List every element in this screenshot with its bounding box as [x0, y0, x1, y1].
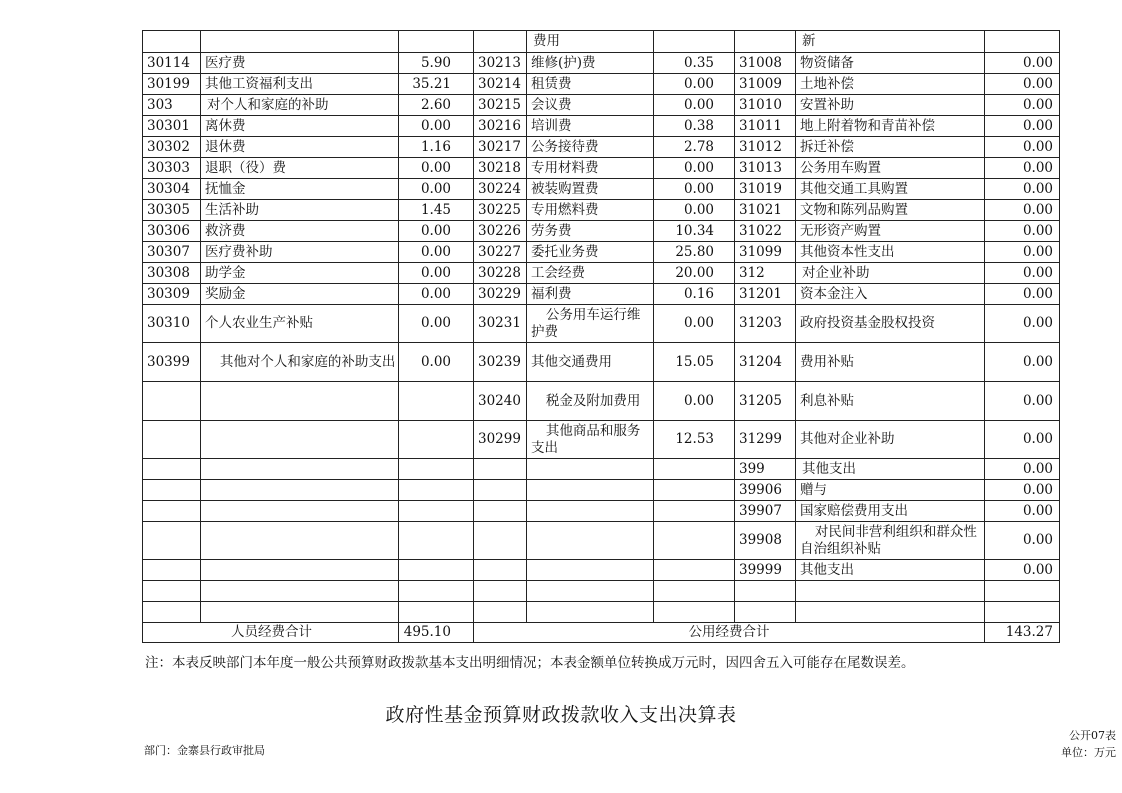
- form-number: 公开07表: [1069, 729, 1116, 742]
- code-cell: [143, 480, 201, 501]
- amount-cell: [399, 459, 474, 480]
- code-cell: [474, 560, 527, 581]
- code-cell: [143, 459, 201, 480]
- code-cell: 30308: [143, 263, 201, 284]
- code-cell: 30199: [143, 74, 201, 95]
- code-cell: 30306: [143, 221, 201, 242]
- amount-cell: [654, 501, 735, 522]
- amount-cell: [654, 522, 735, 560]
- name-cell: [201, 581, 399, 602]
- code-cell: 31012: [735, 137, 796, 158]
- name-cell: [201, 480, 399, 501]
- amount-cell: [654, 581, 735, 602]
- code-cell: 30224: [474, 179, 527, 200]
- amount-cell: 0.00: [985, 221, 1060, 242]
- amount-cell: 0.00: [985, 560, 1060, 581]
- name-cell: 对民间非营利组织和群众性自治组织补贴: [796, 522, 985, 560]
- code-cell: 31299: [735, 421, 796, 459]
- table-row: [143, 343, 1060, 382]
- code-cell: 31019: [735, 179, 796, 200]
- code-cell: 30309: [143, 284, 201, 305]
- code-cell: 30301: [143, 116, 201, 137]
- amount-cell: 12.53: [654, 421, 735, 459]
- amount-cell: [654, 560, 735, 581]
- amount-cell: [654, 480, 735, 501]
- table-row: [143, 501, 1060, 522]
- name-cell: 赠与: [796, 480, 985, 501]
- table-row: [143, 560, 1060, 581]
- name-cell: 国家赔偿费用支出: [796, 501, 985, 522]
- code-cell: 39906: [735, 480, 796, 501]
- amount-cell: 0.00: [654, 382, 735, 421]
- amount-cell: 0.00: [654, 200, 735, 221]
- amount-cell: 0.00: [399, 284, 474, 305]
- name-cell: 生活补助: [201, 200, 399, 221]
- name-cell: [527, 581, 654, 602]
- amount-cell: 0.00: [654, 305, 735, 343]
- amount-cell: [399, 602, 474, 623]
- code-cell: [474, 31, 527, 53]
- amount-cell: [399, 480, 474, 501]
- name-cell: [201, 501, 399, 522]
- table-row: [143, 581, 1060, 602]
- amount-cell: 20.00: [654, 263, 735, 284]
- personnel-total-label: 人员经费合计: [143, 623, 399, 643]
- code-cell: 30303: [143, 158, 201, 179]
- code-cell: [474, 501, 527, 522]
- name-cell: 安置补助: [796, 95, 985, 116]
- code-cell: 30239: [474, 343, 527, 382]
- name-cell: 抚恤金: [201, 179, 399, 200]
- code-cell: [143, 522, 201, 560]
- name-cell: [527, 560, 654, 581]
- amount-cell: [399, 382, 474, 421]
- name-cell: 公务用车购置: [796, 158, 985, 179]
- amount-cell: 0.00: [985, 459, 1060, 480]
- table-row: [143, 200, 1060, 221]
- amount-cell: 0.38: [654, 116, 735, 137]
- name-cell: 其他交通工具购置: [796, 179, 985, 200]
- name-cell: 专用燃料费: [527, 200, 654, 221]
- name-cell: 会议费: [527, 95, 654, 116]
- amount-cell: [399, 560, 474, 581]
- code-cell: 31021: [735, 200, 796, 221]
- name-cell: 政府投资基金股权投资: [796, 305, 985, 343]
- code-cell: 31010: [735, 95, 796, 116]
- name-cell: 公务用车运行维护费: [527, 305, 654, 343]
- table-row: [143, 421, 1060, 459]
- name-cell: 救济费: [201, 221, 399, 242]
- amount-cell: 2.78: [654, 137, 735, 158]
- code-cell: 30114: [143, 53, 201, 74]
- name-cell: 费用补贴: [796, 343, 985, 382]
- amount-cell: 0.00: [399, 242, 474, 263]
- amount-cell: 0.00: [399, 179, 474, 200]
- table-row: [143, 480, 1060, 501]
- amount-cell: 10.34: [654, 221, 735, 242]
- table-row: [143, 31, 1060, 53]
- amount-cell: 5.90: [399, 53, 474, 74]
- amount-cell: 0.35: [654, 53, 735, 74]
- code-cell: 30299: [474, 421, 527, 459]
- name-cell: 奖励金: [201, 284, 399, 305]
- amount-cell: 0.00: [399, 158, 474, 179]
- amount-cell: 0.00: [399, 221, 474, 242]
- code-cell: 31201: [735, 284, 796, 305]
- code-cell: 30307: [143, 242, 201, 263]
- personnel-total-value: 495.10: [399, 623, 474, 643]
- amount-cell: 0.00: [985, 137, 1060, 158]
- name-cell: 无形资产购置: [796, 221, 985, 242]
- code-cell: 30304: [143, 179, 201, 200]
- code-cell: 31204: [735, 343, 796, 382]
- code-cell: 31205: [735, 382, 796, 421]
- name-cell: [527, 501, 654, 522]
- code-cell: [143, 581, 201, 602]
- amount-cell: 0.00: [985, 158, 1060, 179]
- code-cell: 30213: [474, 53, 527, 74]
- name-cell: 土地补偿: [796, 74, 985, 95]
- code-cell: 30217: [474, 137, 527, 158]
- code-cell: 30227: [474, 242, 527, 263]
- name-cell: 离休费: [201, 116, 399, 137]
- name-cell: 退休费: [201, 137, 399, 158]
- code-cell: 30302: [143, 137, 201, 158]
- code-cell: [143, 560, 201, 581]
- name-cell: 委托业务费: [527, 242, 654, 263]
- name-cell: 工会经费: [527, 263, 654, 284]
- name-cell: [201, 522, 399, 560]
- amount-cell: 0.00: [985, 343, 1060, 382]
- amount-cell: 1.16: [399, 137, 474, 158]
- amount-cell: 0.16: [654, 284, 735, 305]
- name-cell: 其他支出: [796, 560, 985, 581]
- amount-cell: 25.80: [654, 242, 735, 263]
- name-cell: 助学金: [201, 263, 399, 284]
- name-cell: [201, 31, 399, 53]
- name-cell: 医疗费: [201, 53, 399, 74]
- name-cell: 公务接待费: [527, 137, 654, 158]
- amount-cell: 0.00: [985, 522, 1060, 560]
- code-cell: [474, 459, 527, 480]
- code-cell: 399: [735, 459, 796, 480]
- amount-cell: 0.00: [985, 480, 1060, 501]
- code-cell: 30215: [474, 95, 527, 116]
- name-cell: 其他商品和服务支出: [527, 421, 654, 459]
- table-row: [143, 95, 1060, 116]
- amount-cell: 0.00: [654, 179, 735, 200]
- code-cell: 30226: [474, 221, 527, 242]
- amount-cell: 0.00: [985, 179, 1060, 200]
- name-cell: 被装购置费: [527, 179, 654, 200]
- table-row: [143, 158, 1060, 179]
- name-cell: [796, 602, 985, 623]
- code-cell: 39908: [735, 522, 796, 560]
- amount-cell: 0.00: [654, 158, 735, 179]
- public-total-label: 公用经费合计: [474, 623, 985, 643]
- amount-cell: 0.00: [399, 263, 474, 284]
- next-table-title: 政府性基金预算财政拨款收入支出决算表: [385, 704, 737, 726]
- amount-cell: 35.21: [399, 74, 474, 95]
- amount-cell: 0.00: [985, 263, 1060, 284]
- amount-cell: 0.00: [985, 421, 1060, 459]
- name-cell: 专用材料费: [527, 158, 654, 179]
- name-cell: [796, 581, 985, 602]
- amount-cell: [654, 602, 735, 623]
- name-cell: 其他交通费用: [527, 343, 654, 382]
- name-cell: 资本金注入: [796, 284, 985, 305]
- amount-cell: 0.00: [985, 242, 1060, 263]
- code-cell: 30216: [474, 116, 527, 137]
- name-cell: 对企业补助: [796, 263, 985, 284]
- name-cell: 租赁费: [527, 74, 654, 95]
- code-cell: 39907: [735, 501, 796, 522]
- amount-cell: 0.00: [985, 53, 1060, 74]
- name-cell: [527, 522, 654, 560]
- table-row: [143, 179, 1060, 200]
- code-cell: 31022: [735, 221, 796, 242]
- code-cell: [474, 480, 527, 501]
- code-cell: 30399: [143, 343, 201, 382]
- table-row: [143, 53, 1060, 74]
- code-cell: [735, 602, 796, 623]
- name-cell: 物资储备: [796, 53, 985, 74]
- name-cell: [201, 560, 399, 581]
- amount-cell: [985, 31, 1060, 53]
- name-cell: 其他对企业补助: [796, 421, 985, 459]
- name-cell: 福利费: [527, 284, 654, 305]
- code-cell: 31203: [735, 305, 796, 343]
- table-footnote: 注：本表反映部门本年度一般公共预算财政拨款基本支出明细情况；本表金额单位转换成万元时，因四舍五入可能存在尾数误差。: [145, 655, 915, 671]
- table-row: [143, 305, 1060, 343]
- name-cell: 培训费: [527, 116, 654, 137]
- amount-cell: [399, 522, 474, 560]
- amount-cell: [399, 501, 474, 522]
- name-cell: 其他工资福利支出: [201, 74, 399, 95]
- name-cell: 医疗费补助: [201, 242, 399, 263]
- name-cell: [201, 421, 399, 459]
- name-cell: 劳务费: [527, 221, 654, 242]
- table-row: [143, 116, 1060, 137]
- name-cell: [527, 602, 654, 623]
- amount-cell: 0.00: [399, 116, 474, 137]
- code-cell: 31008: [735, 53, 796, 74]
- name-cell: [527, 480, 654, 501]
- amount-cell: [399, 31, 474, 53]
- name-cell: 对个人和家庭的补助: [201, 95, 399, 116]
- amount-cell: 0.00: [985, 501, 1060, 522]
- amount-cell: 0.00: [399, 343, 474, 382]
- name-cell: 其他对个人和家庭的补助支出: [201, 343, 399, 382]
- amount-cell: 0.00: [399, 305, 474, 343]
- name-cell: 维修(护)费: [527, 53, 654, 74]
- code-cell: 31011: [735, 116, 796, 137]
- name-cell: [527, 459, 654, 480]
- public-total-value: 143.27: [985, 623, 1060, 643]
- code-cell: [143, 602, 201, 623]
- table-row: [143, 602, 1060, 623]
- code-cell: 30214: [474, 74, 527, 95]
- name-cell: 费用: [527, 31, 654, 53]
- table-row: [143, 74, 1060, 95]
- code-cell: [735, 581, 796, 602]
- name-cell: 税金及附加费用: [527, 382, 654, 421]
- amount-cell: 0.00: [985, 284, 1060, 305]
- code-cell: 312: [735, 263, 796, 284]
- amount-cell: 0.00: [654, 74, 735, 95]
- amount-cell: [654, 31, 735, 53]
- code-cell: 30228: [474, 263, 527, 284]
- name-cell: 其他支出: [796, 459, 985, 480]
- amount-cell: [654, 459, 735, 480]
- amount-cell: 0.00: [654, 95, 735, 116]
- table-row: [143, 137, 1060, 158]
- code-cell: 39999: [735, 560, 796, 581]
- totals-row: [143, 623, 1060, 643]
- code-cell: 30305: [143, 200, 201, 221]
- unit-label: 单位：万元: [1061, 746, 1116, 759]
- code-cell: [474, 522, 527, 560]
- table-row: [143, 459, 1060, 480]
- code-cell: [474, 581, 527, 602]
- name-cell: [201, 382, 399, 421]
- expenditure-detail-table: [142, 30, 1060, 643]
- name-cell: 其他资本性支出: [796, 242, 985, 263]
- amount-cell: [985, 581, 1060, 602]
- code-cell: [474, 602, 527, 623]
- amount-cell: 0.00: [985, 200, 1060, 221]
- amount-cell: 0.00: [985, 305, 1060, 343]
- code-cell: [143, 421, 201, 459]
- name-cell: 退职（役）费: [201, 158, 399, 179]
- amount-cell: 0.00: [985, 95, 1060, 116]
- name-cell: 个人农业生产补贴: [201, 305, 399, 343]
- table-row: [143, 263, 1060, 284]
- amount-cell: 2.60: [399, 95, 474, 116]
- code-cell: 30218: [474, 158, 527, 179]
- code-cell: 303: [143, 95, 201, 116]
- name-cell: 拆迁补偿: [796, 137, 985, 158]
- table-row: [143, 284, 1060, 305]
- name-cell: 利息补贴: [796, 382, 985, 421]
- name-cell: [201, 602, 399, 623]
- code-cell: 31099: [735, 242, 796, 263]
- code-cell: [143, 501, 201, 522]
- code-cell: 30310: [143, 305, 201, 343]
- name-cell: [201, 459, 399, 480]
- amount-cell: 0.00: [985, 382, 1060, 421]
- amount-cell: 0.00: [985, 74, 1060, 95]
- amount-cell: [399, 581, 474, 602]
- code-cell: 30231: [474, 305, 527, 343]
- name-cell: 文物和陈列品购置: [796, 200, 985, 221]
- name-cell: 新: [796, 31, 985, 53]
- code-cell: 30225: [474, 200, 527, 221]
- code-cell: [143, 31, 201, 53]
- code-cell: [735, 31, 796, 53]
- department-label: 部门：金寨县行政审批局: [144, 744, 265, 757]
- name-cell: 地上附着物和青苗补偿: [796, 116, 985, 137]
- amount-cell: [399, 421, 474, 459]
- table-row: [143, 522, 1060, 560]
- table-row: [143, 242, 1060, 263]
- code-cell: 31013: [735, 158, 796, 179]
- table-row: [143, 382, 1060, 421]
- table-row: [143, 221, 1060, 242]
- amount-cell: 15.05: [654, 343, 735, 382]
- code-cell: 30240: [474, 382, 527, 421]
- code-cell: 30229: [474, 284, 527, 305]
- amount-cell: 1.45: [399, 200, 474, 221]
- code-cell: [143, 382, 201, 421]
- code-cell: 31009: [735, 74, 796, 95]
- amount-cell: [985, 602, 1060, 623]
- amount-cell: 0.00: [985, 116, 1060, 137]
